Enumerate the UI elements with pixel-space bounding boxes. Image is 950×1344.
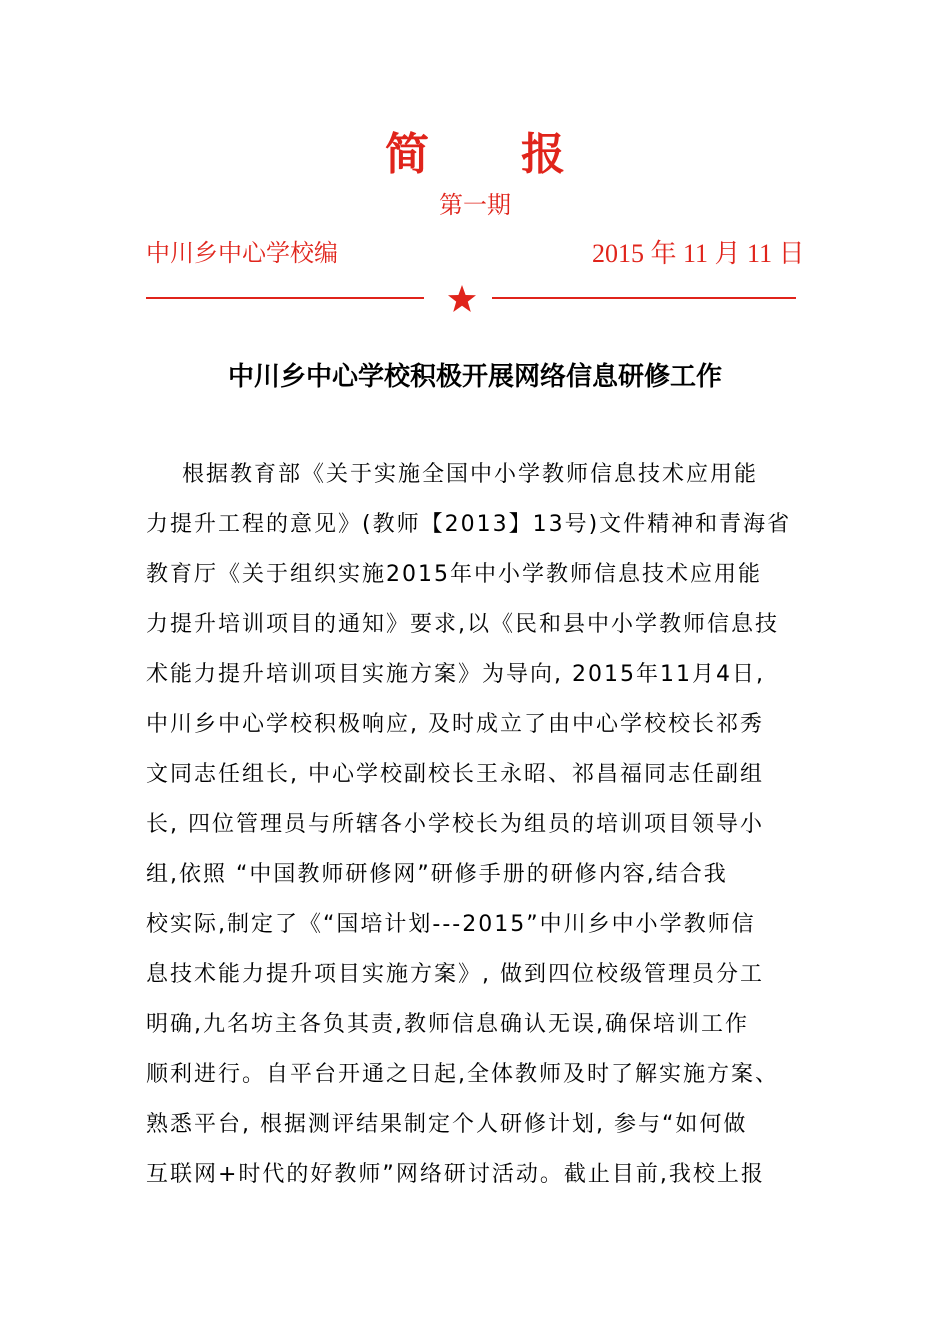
- separator-rule-right: [492, 297, 796, 299]
- article-line: 教育厅《关于组织实施2015年中小学教师信息技术应用能: [146, 562, 762, 587]
- article-body: [146, 450, 816, 1200]
- publisher: 中川乡中心学校编: [146, 239, 338, 267]
- article-title: 中川乡中心学校积极开展网络信息研修工作: [227, 362, 722, 392]
- masthead-title: 简 报: [385, 129, 565, 180]
- article-line: 息技术能力提升项目实施方案》, 做到四位校级管理员分工: [146, 962, 764, 987]
- article-line: 根据教育部《关于实施全国中小学教师信息技术应用能: [146, 462, 758, 487]
- article-line: 力提升工程的意见》(教师【2013】13号)文件精神和青海省: [146, 512, 792, 537]
- article-line: 互联网+时代的好教师”网络研讨活动。截止目前,我校上报: [146, 1162, 765, 1187]
- article-line: 校实际,制定了《“国培计划---2015”中川乡中小学教师信: [146, 912, 756, 937]
- article-line: 力提升培训项目的通知》要求,以《民和县中小学教师信息技: [146, 612, 779, 637]
- article-line: 熟悉平台, 根据测评结果制定个人研修计划, 参与“如何做: [146, 1112, 748, 1137]
- star-icon: [446, 283, 478, 315]
- article-line: 顺利进行。自平台开通之日起,全体教师及时了解实施方案、: [146, 1062, 779, 1087]
- separator-rule-left: [146, 297, 424, 299]
- issue-number: 第一期: [439, 191, 511, 219]
- article-line: 明确,九名坊主各负其责,教师信息确认无误,确保培训工作: [146, 1012, 749, 1037]
- article-line: 中川乡中心学校积极响应, 及时成立了由中心学校校长祁秀: [146, 712, 764, 737]
- article-line: 术能力提升培训项目实施方案》为导向, 2015年11月4日,: [146, 662, 765, 687]
- article-line: 组,依照 “中国教师研修网”研修手册的研修内容,结合我: [146, 862, 728, 887]
- publication-date: 2015 年 11 月 11 日: [592, 239, 805, 268]
- article-line: 长, 四位管理员与所辖各小学校长为组员的培训项目领导小: [146, 812, 764, 837]
- article-line: 文同志任组长, 中心学校副校长王永昭、祁昌福同志任副组: [146, 762, 764, 787]
